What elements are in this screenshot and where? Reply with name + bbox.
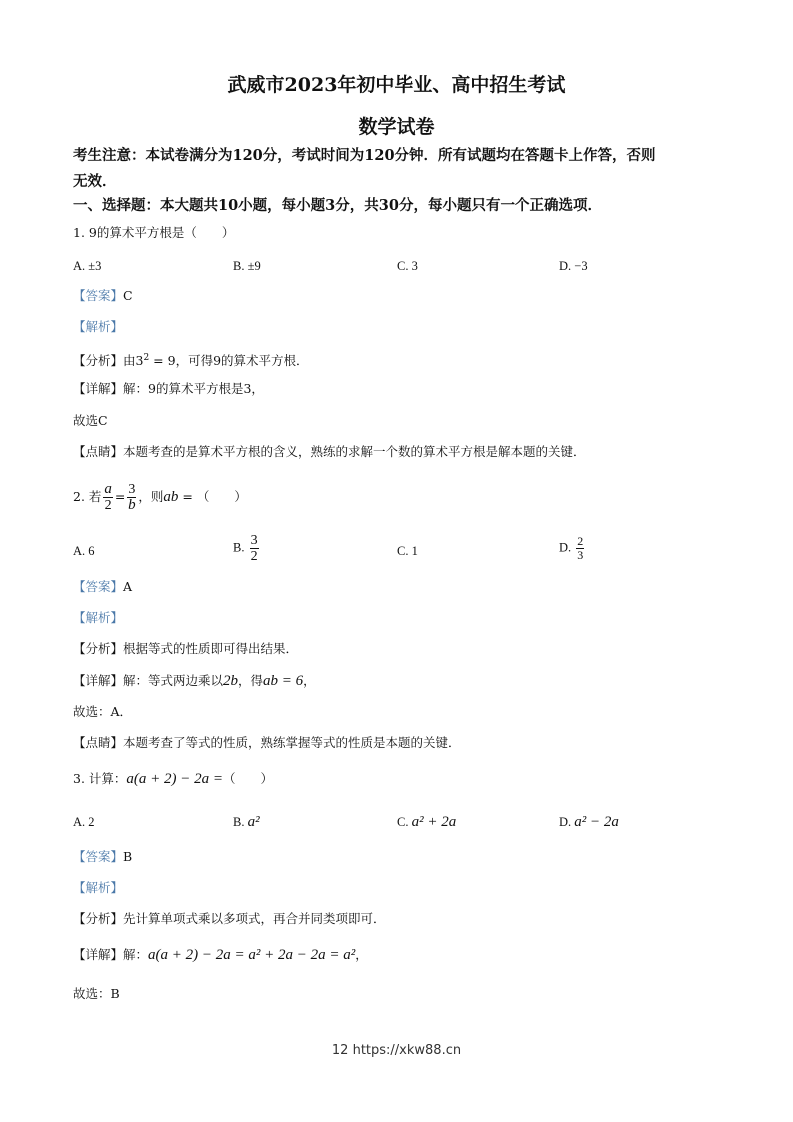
q3-fenxi: 【分析】先计算单项式乘以多项式，再合并同类项即可． bbox=[73, 911, 386, 926]
q2-option-d: D. $\frac{2}{3}$ bbox=[559, 534, 584, 562]
q1-answer: 【答案】C bbox=[73, 288, 133, 303]
q3-stem: 3. 计算：a(a + 2) − 2a =（ ） bbox=[73, 771, 274, 787]
q3-option-d: D. a² − 2a bbox=[559, 814, 619, 830]
notice-line2: 无效． bbox=[73, 173, 117, 190]
q1-option-d: D. −3 bbox=[559, 259, 588, 273]
q2-dianjing: 【点睛】本题考查了等式的性质，熟练掌握等式的性质是本题的关键． bbox=[73, 735, 461, 750]
q1-option-c: C. 3 bbox=[397, 259, 418, 273]
q2-fenxi: 【分析】根据等式的性质即可得出结果． bbox=[73, 641, 299, 656]
q1-option-b: B. ±9 bbox=[233, 259, 261, 273]
page-footer: 12 https://xkw88.cn bbox=[331, 1043, 462, 1058]
notice-line1: 考生注意：本试卷满分为120分，考试时间为120分钟．所有试题均在答题卡上作答，否则 bbox=[73, 147, 656, 164]
q3-option-c: C. a² + 2a bbox=[397, 814, 457, 830]
q1-stem: 1. 9的算术平方根是（ ） bbox=[73, 225, 235, 240]
q3-answer: 【答案】B bbox=[73, 849, 133, 864]
q2-option-b: B. $\frac{3}{2}$ bbox=[233, 533, 258, 564]
q2-answer: 【答案】A bbox=[73, 579, 133, 594]
q1-option-a: A. ±3 bbox=[73, 259, 102, 273]
q2-stem: 2. 若 $\frac{a}{2}$ = $\frac{3}{b}$ ，则ab = （ ） bbox=[73, 481, 247, 513]
q2-analysis-label: 【解析】 bbox=[73, 610, 124, 625]
section-heading: 一、选择题：本大题共10小题，每小题3分，共30分，每小题只有一个正确选项． bbox=[73, 197, 602, 214]
q1-analysis-label: 【解析】 bbox=[73, 319, 124, 334]
q3-choice: 故选：B bbox=[73, 986, 120, 1001]
q2-detail: 【详解】解：等式两边乘以2b，得ab = 6， bbox=[73, 673, 316, 689]
exam-title: 武威市2023年初中毕业、高中招生考试 bbox=[227, 74, 566, 96]
q3-analysis-label: 【解析】 bbox=[73, 880, 124, 895]
exam-subtitle: 数学试卷 bbox=[358, 116, 435, 138]
q1-dianjing: 【点睛】本题考查的是算术平方根的含义，熟练的求解一个数的算术平方根是解本题的关键． bbox=[73, 444, 586, 459]
q2-option-a: A. 6 bbox=[73, 544, 95, 558]
q2-option-c: C. 1 bbox=[397, 544, 418, 558]
q1-choice: 故选C bbox=[73, 413, 108, 428]
q3-option-a: A. 2 bbox=[73, 815, 95, 829]
q3-detail: 【详解】解：a(a + 2) − 2a = a² + 2a − 2a = a²， bbox=[73, 947, 368, 963]
q2-choice: 故选：A． bbox=[73, 704, 133, 719]
q3-option-b: B. a² bbox=[233, 814, 260, 830]
q1-fenxi: 【分析】由$3^2 = 9$，可得9的算术平方根． bbox=[73, 353, 309, 369]
q1-detail: 【详解】解：9的算术平方根是3， bbox=[73, 381, 264, 396]
